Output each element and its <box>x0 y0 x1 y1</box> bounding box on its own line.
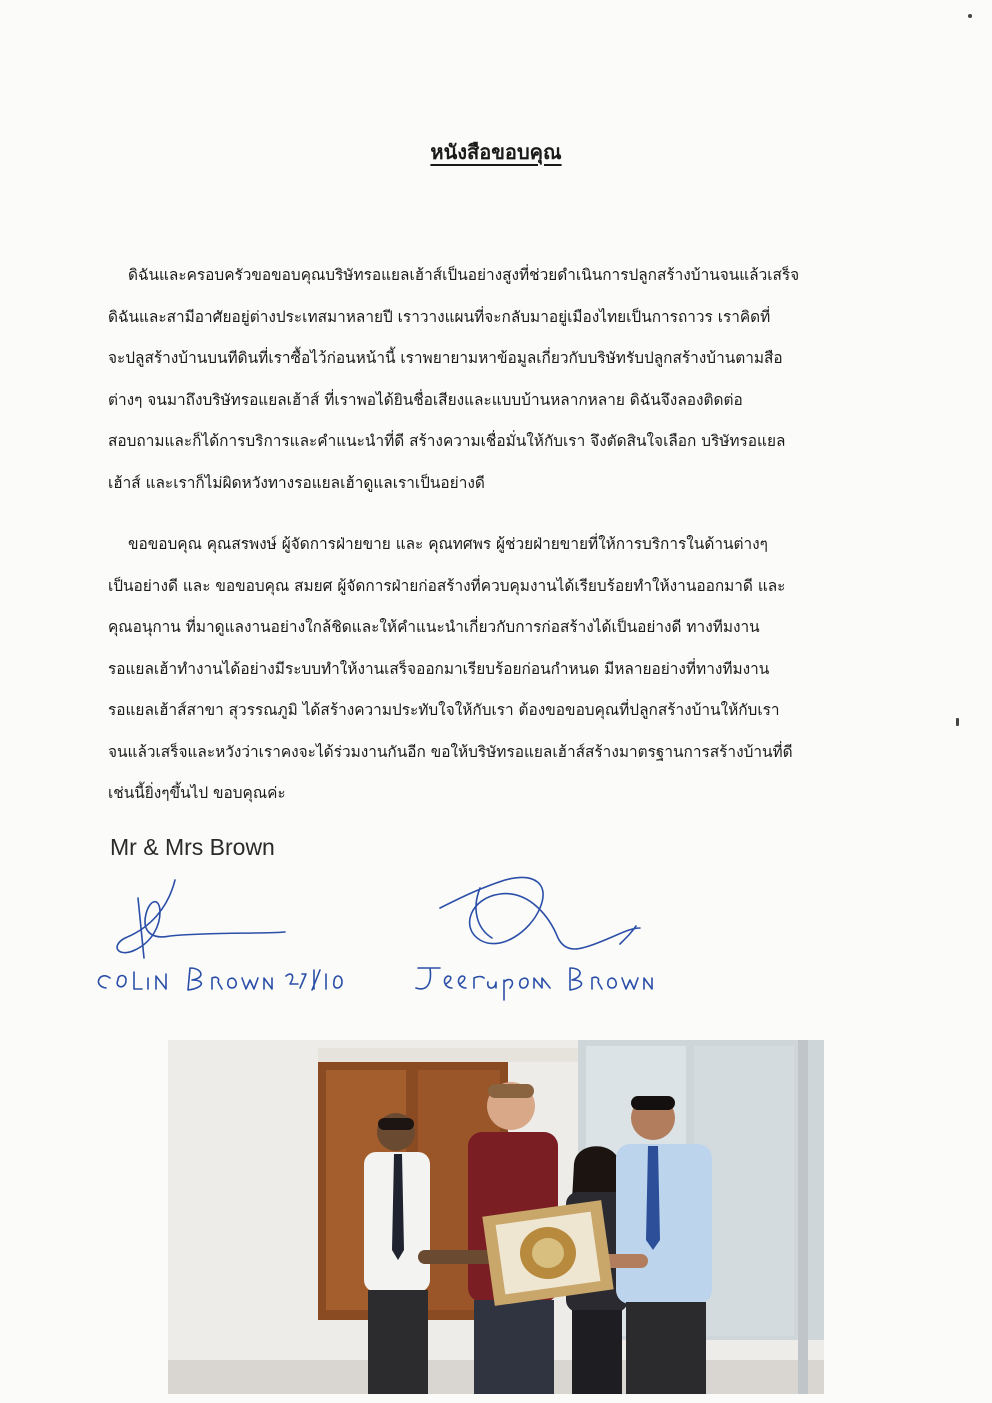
paragraph-1 <box>108 255 848 504</box>
paragraph-2-line: เป็นอย่างดี และ ขอขอบคุณ สมยศ ผู้จัดการฝ่ายก่อสร้างที่ควบคุมงานได้เรียบร้อยทำให้งานออกมาดี และ <box>108 576 786 595</box>
paragraph-1-line: เฮ้าส์ และเราก็ไม่ผิดหวังทางรอแยลเฮ้าดูแลเราเป็นอย่างดี <box>108 473 485 492</box>
paragraph-2-line: จนแล้วเสร็จและหวังว่าเราคงจะได้ร่วมงานกันอีก ขอให้บริษัทรอแยลเฮ้าส์สร้างมาตรฐานการสร้างบ้านที่ดี <box>108 742 793 761</box>
signature-jeerapom-name <box>416 968 652 1000</box>
paragraph-1-line: ต่างๆ จนมาถึงบริษัทรอแยลเฮ้าส์ ที่เราพอได้ยินชื่อเสียงและแบบบ้านหลากหลาย ดิฉันจึงลองติดต่อ <box>108 390 743 409</box>
paragraph-1-line: ดิฉันและครอบครัวขอขอบคุณบริษัทรอแยลเฮ้าส์เป็นอย่างสูงที่ช่วยดำเนินการปลูกสร้างบ้านจนแล้วเสร็จ <box>128 266 800 284</box>
paragraph-2-line: รอแยลเฮ้าทำงานได้อย่างมีระบบทำให้งานเสร็จออกมาเรียบร้อยก่อนกำหนด มีหลายอย่างที่ทางทีมงาน <box>108 659 770 678</box>
photo-illustration <box>168 1040 824 1394</box>
signature-jeerapom-loop <box>476 888 492 938</box>
scan-speck <box>956 718 959 726</box>
paragraph-2-line: รอแยลเฮ้าส์สาขา สุวรรณภูมิ ได้สร้างความประทับใจให้กับเรา ต้องขอขอบคุณที่ปลูกสร้างบ้านให้กับเรา <box>108 701 780 719</box>
paragraph-1-line: สอบถามและก็ได้การบริการและคำแนะนำที่ดี สร้างความเชื่อมั่นให้กับเรา จึงตัดสินใจเลือก บริษัทรอแยล <box>108 432 786 450</box>
paragraph-2 <box>108 524 848 815</box>
letter-title: หนังสือขอบคุณ <box>430 140 562 164</box>
paragraph-2-line: คุณอนุกาน ที่มาดูแลงานอย่างใกล้ชิดและให้คำแนะนำเกี่ยวกับการก่อสร้างได้เป็นอย่างดี ทางทีมงาน <box>108 618 760 636</box>
signature-jeerapom-scribble <box>440 878 640 949</box>
signature-colin-date <box>286 970 342 990</box>
signature-drawing <box>80 868 700 1008</box>
signature-colin-name <box>98 968 272 990</box>
paragraph-1-line: ดิฉันและสามีอาศัยอยู่ต่างประเทสมาหลายปี เราวางแผนที่จะกลับมาอยู่เมืองไทยเป็นการถาวร เราคิดที่ <box>108 307 771 326</box>
paragraph-1-line: จะปลูสร้างบ้านบนทีดินที่เราซื้อไว้ก่อนหน้านี้ เราพยายามหาข้อมูลเกี่ยวกับบริษัทรับปลูกสร้างบ้านตามสือ <box>108 349 783 367</box>
paragraph-2-line: ขอขอบคุณ คุณสรพงษ์ ผู้จัดการฝ่ายขาย และ คุณทศพร ผู้ช่วยฝ่ายขายที่ให้การบริการในด้านต่างๆ <box>128 535 768 553</box>
scan-speck <box>968 14 972 18</box>
paragraph-2-line: เช่นนี้ยิ่งๆขึ้นไป ขอบคุณค่ะ <box>108 784 286 802</box>
closing-names: Mr & Mrs Brown <box>110 834 275 860</box>
signatures <box>80 868 700 1008</box>
handover-photo <box>168 1040 824 1394</box>
